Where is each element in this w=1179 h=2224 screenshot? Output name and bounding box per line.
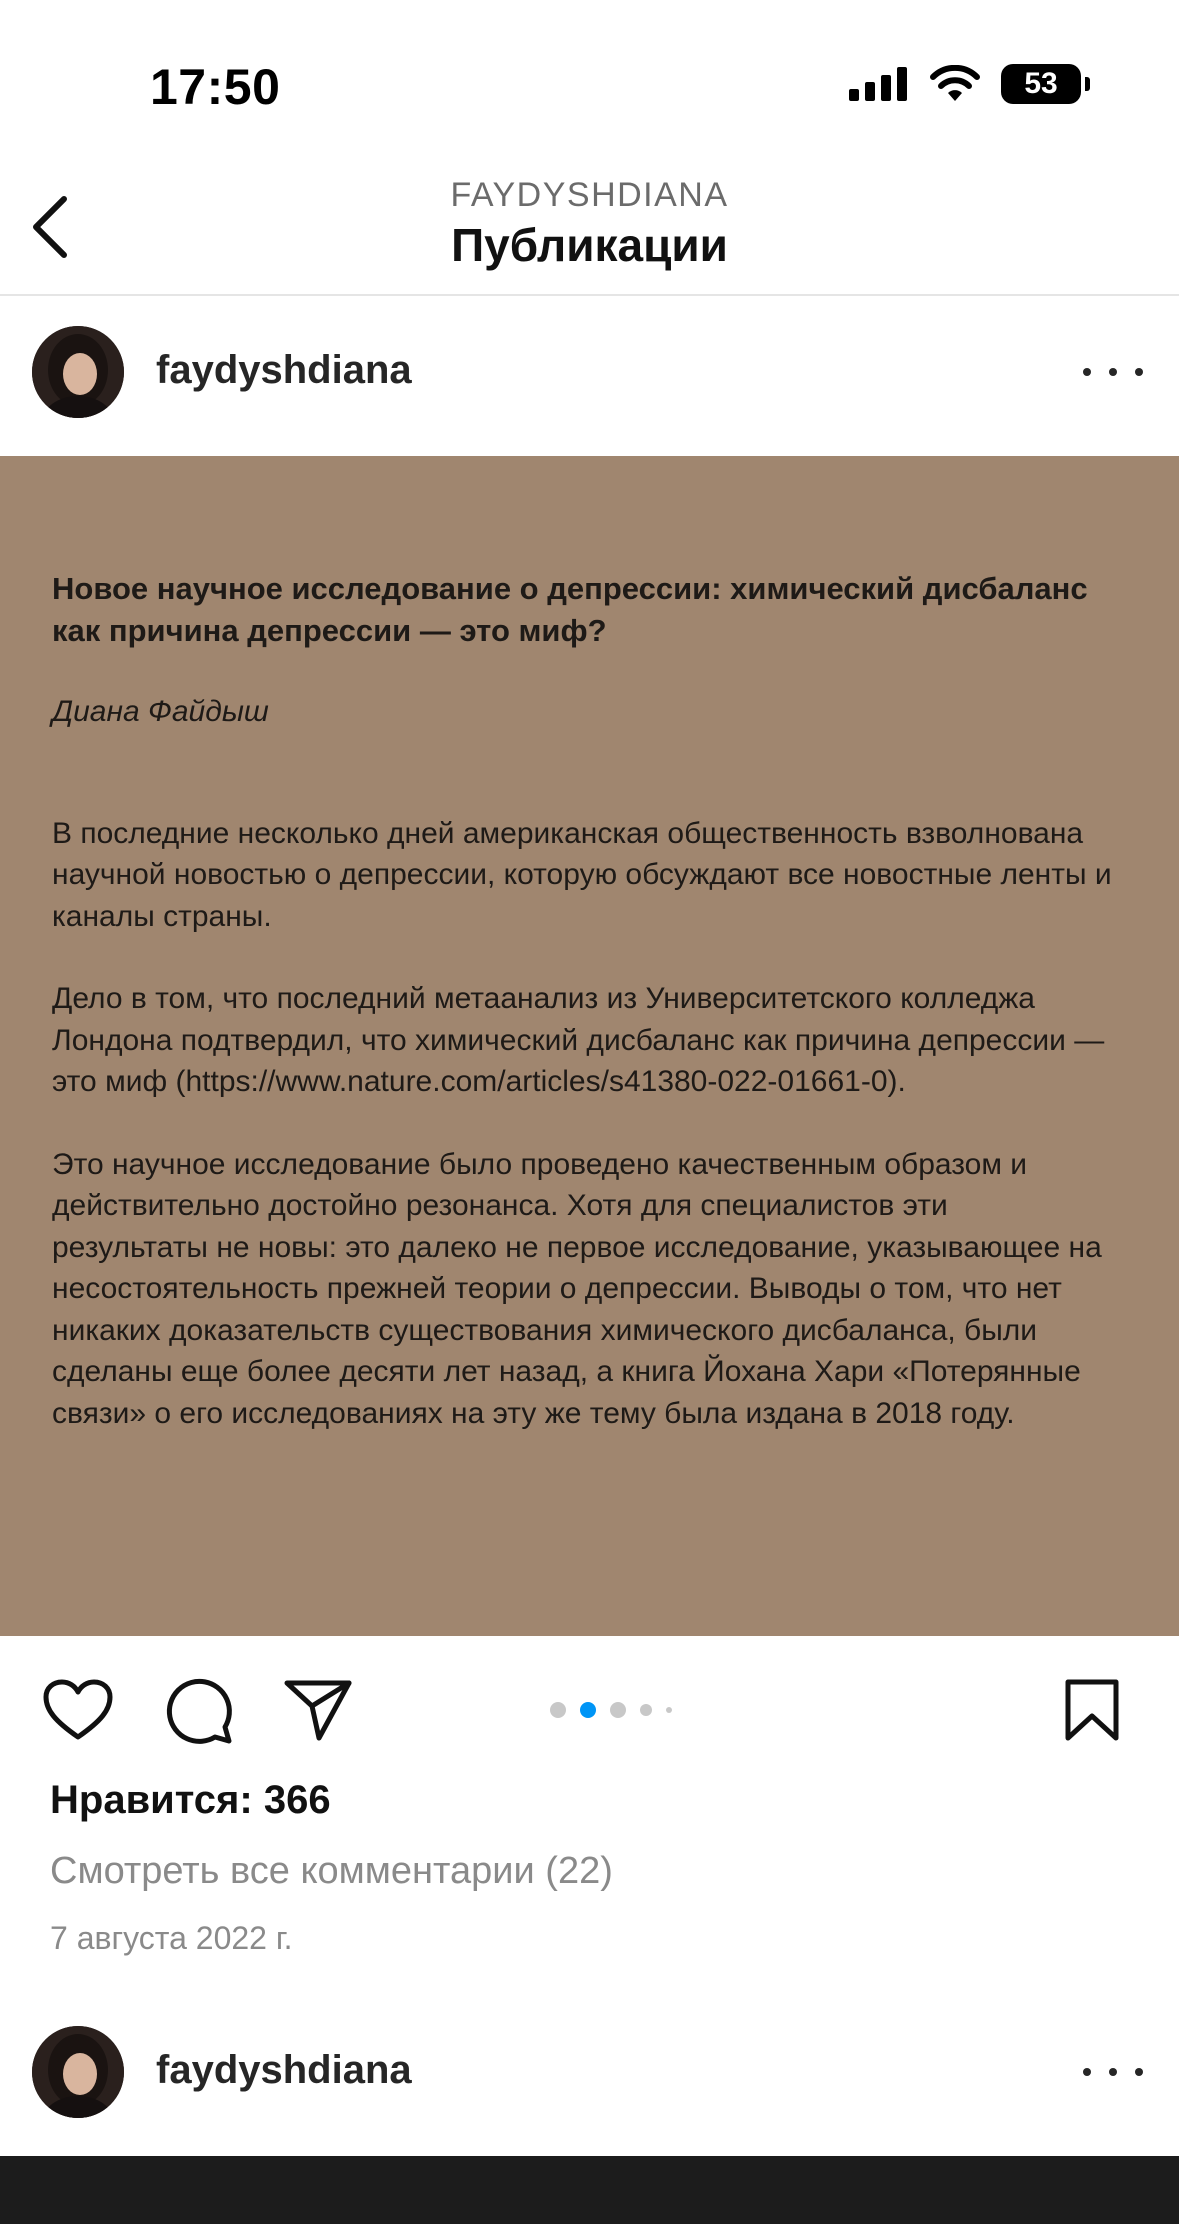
nav-header bbox=[0, 160, 1179, 296]
share-button[interactable] bbox=[280, 1672, 356, 1748]
carousel-dot bbox=[610, 1702, 626, 1718]
carousel-dot bbox=[550, 1702, 566, 1718]
post-username[interactable]: faydyshdiana bbox=[156, 348, 412, 392]
post-article-paragraph: Дело в том, что последний метаанализ из Университетского колледжа Лондона подтвердил, что химический дисбаланс как причина депрессии — это миф (https://www.nature.com/articles/s41380-022-01661-0). bbox=[52, 982, 1105, 1098]
like-button[interactable] bbox=[40, 1672, 116, 1748]
more-dot bbox=[1135, 368, 1143, 376]
more-dot bbox=[1083, 368, 1091, 376]
wifi-icon bbox=[929, 65, 981, 103]
more-dot bbox=[1083, 2068, 1091, 2076]
more-dot bbox=[1135, 2068, 1143, 2076]
next-post-header bbox=[0, 1996, 1179, 2156]
post-date: 7 августа 2022 г. bbox=[50, 1920, 293, 1956]
more-options-button[interactable] bbox=[1083, 2056, 1143, 2088]
bookmark-icon bbox=[1064, 1678, 1120, 1742]
comment-icon bbox=[163, 1675, 233, 1745]
send-icon bbox=[283, 1678, 353, 1742]
avatar[interactable] bbox=[32, 2026, 124, 2118]
more-options-button[interactable] bbox=[1083, 356, 1143, 388]
carousel-dot-active bbox=[580, 1702, 596, 1718]
carousel-dot bbox=[640, 1704, 652, 1716]
post-actions bbox=[0, 1636, 1179, 1776]
avatar[interactable] bbox=[32, 326, 124, 418]
next-post-username[interactable]: faydyshdiana bbox=[156, 2048, 412, 2092]
post-article-paragraph: Это научное исследование было проведено качественным образом и действительно достойно резонанса. Хотя для специалистов эти результаты не новы: это далеко не первое исследование, указывающее на несостоятельность прежней теории о депрессии. Выводы о том, что нет никаких доказательств существования химического дисбаланса, были сделаны еще более десяти лет назад, а книга Йохана Хари «Потерянные связи» о его исследованиях на эту же тему была издана в 2018 году. bbox=[52, 1147, 1102, 1430]
save-button[interactable] bbox=[1054, 1672, 1130, 1748]
avatar-image bbox=[32, 326, 124, 418]
post-article-title: Новое научное исследование о депрессии: химический дисбаланс как причина депрессии — это миф? bbox=[52, 571, 1088, 648]
avatar-image bbox=[32, 2026, 124, 2118]
more-dot bbox=[1109, 368, 1117, 376]
carousel-indicator bbox=[550, 1702, 672, 1718]
post-article-author: Диана Файдыш bbox=[52, 695, 269, 728]
page-title: Публикации bbox=[451, 219, 728, 271]
post-article-paragraph: В последние несколько дней американская общественность взволнована научной новостью о депрессии, которую обсуждают все новостные ленты и каналы страны. bbox=[52, 816, 1112, 933]
header-account-name: FAYDYSHDIANA bbox=[450, 176, 729, 214]
cellular-signal-icon bbox=[849, 67, 909, 101]
status-time: 17:50 bbox=[150, 59, 281, 115]
battery-level: 53 bbox=[1024, 67, 1058, 100]
heart-icon bbox=[43, 1679, 113, 1741]
post-image[interactable] bbox=[0, 456, 1179, 1636]
view-comments-link[interactable]: Смотреть все комментарии (22) bbox=[50, 1850, 613, 1892]
next-post-image[interactable] bbox=[0, 2156, 1179, 2224]
likes-count[interactable]: Нравится: 366 bbox=[50, 1778, 331, 1822]
carousel-dot bbox=[666, 1707, 672, 1713]
status-icons bbox=[849, 64, 1081, 104]
status-bar bbox=[0, 0, 1179, 150]
battery-indicator bbox=[1001, 64, 1081, 104]
post-header bbox=[0, 296, 1179, 456]
comment-button[interactable] bbox=[160, 1672, 236, 1748]
post-image-text bbox=[52, 568, 1112, 1434]
more-dot bbox=[1109, 2068, 1117, 2076]
